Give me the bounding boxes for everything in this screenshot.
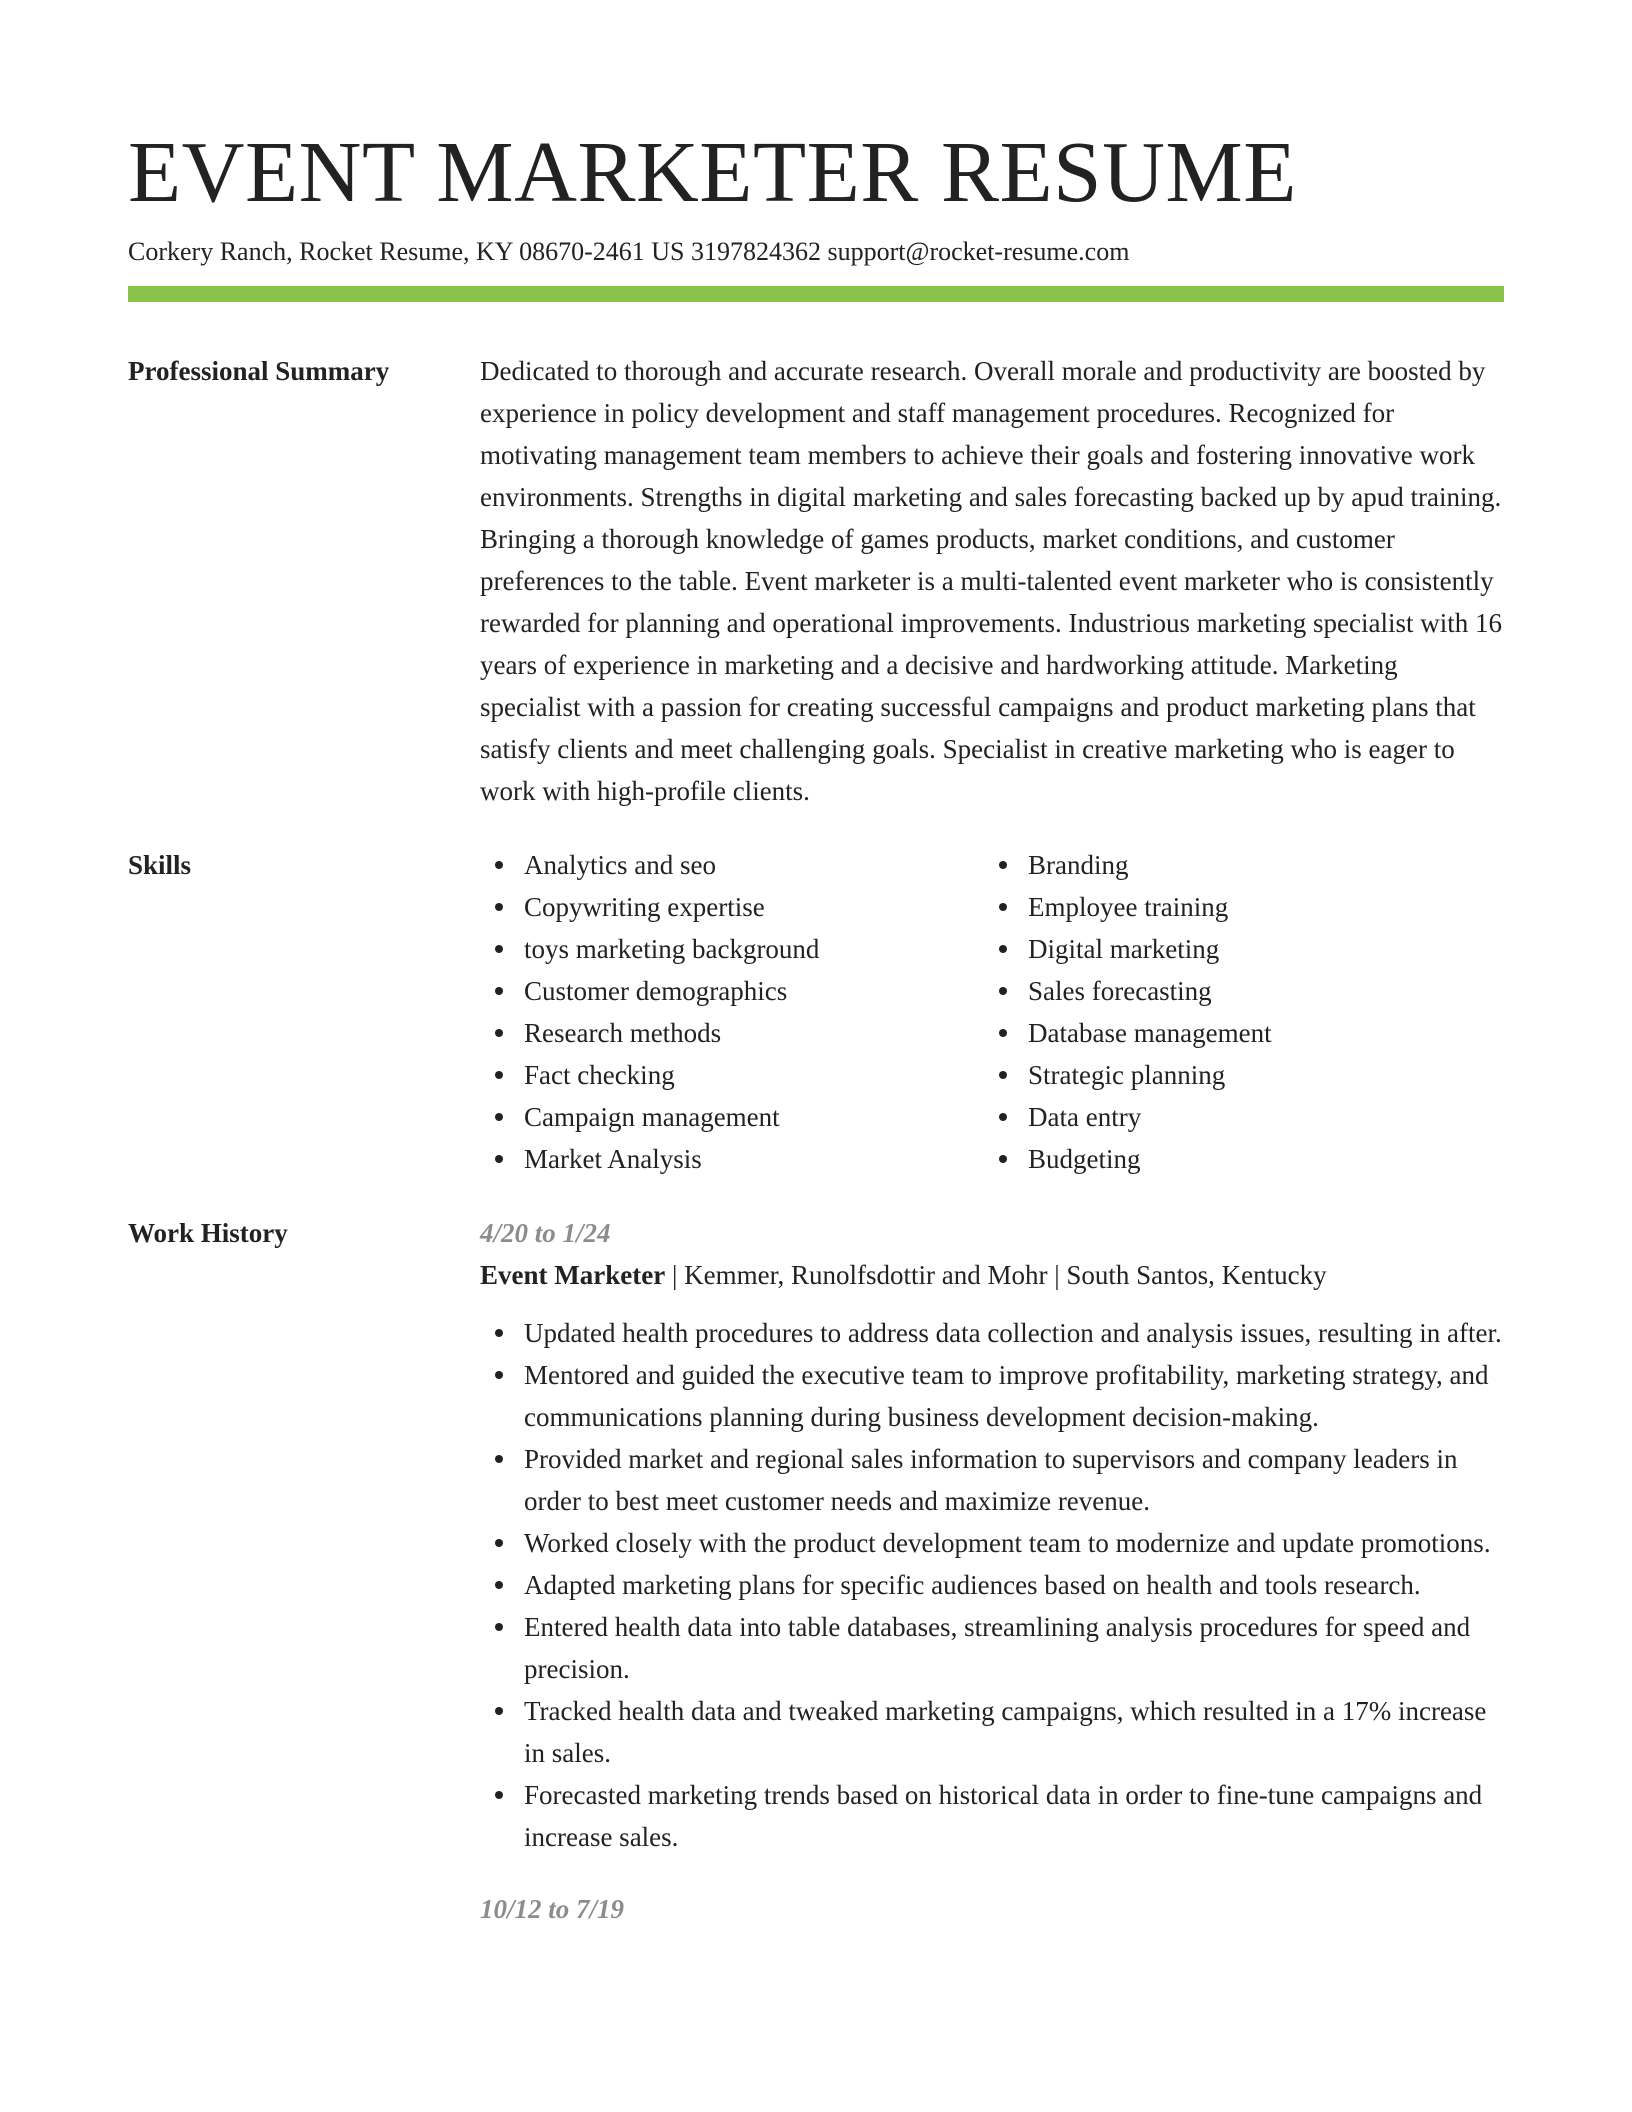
skill-item: Budgeting xyxy=(1028,1138,1488,1180)
job-duty: Worked closely with the product development team to modernize and update promotions. xyxy=(524,1522,1504,1564)
skill-item: Campaign management xyxy=(524,1096,984,1138)
skill-item: Sales forecasting xyxy=(1028,970,1488,1012)
skills-grid xyxy=(480,844,1504,1180)
job-dates: 10/12 to 7/19 xyxy=(480,1894,625,1924)
summary-heading: Professional Summary xyxy=(128,356,390,386)
skill-item: Copywriting expertise xyxy=(524,886,984,928)
skills-heading: Skills xyxy=(128,850,192,880)
skill-item: Analytics and seo xyxy=(524,844,984,886)
contact-line: Corkery Ranch, Rocket Resume, KY 08670-2461 US 3197824362 support@rocket-resume.com xyxy=(128,237,1130,266)
job-duty: Tracked health data and tweaked marketing campaigns, which resulted in a 17% increase in sales. xyxy=(524,1690,1504,1774)
job-duty: Provided market and regional sales information to supervisors and company leaders in order to best meet customer needs and maximize revenue. xyxy=(524,1438,1504,1522)
skills-column-right xyxy=(984,844,1488,1180)
skill-item: toys marketing background xyxy=(524,928,984,970)
resume-title: EVENT MARKETER RESUME xyxy=(128,123,1297,220)
job-duty: Mentored and guided the executive team to improve profitability, marketing strategy, and communications planning during business development decision-making. xyxy=(524,1354,1504,1438)
job-separator: | xyxy=(1047,1260,1067,1290)
job-title: Event Marketer xyxy=(480,1260,666,1290)
job-duty: Adapted marketing plans for specific audiences based on health and tools research. xyxy=(524,1564,1504,1606)
work-history-heading: Work History xyxy=(128,1218,288,1248)
skills-column-left xyxy=(480,844,984,1180)
summary-text: Dedicated to thorough and accurate research. Overall morale and productivity are boosted by experience in policy development and staff management procedures. Recognized for motivating management team members to achieve their goals and fostering innovative work environments. Strengths in digital marketing and sales forecasting backed up by apud training. Bringing a thorough knowledge of games products, market conditions, and customer preferences to the table. Event marketer is a multi-talented event marketer who is consistently rewarded for planning and operational improvements. Industrious marketing specialist with 16 years of experience in marketing and a decisive and hardworking attitude. Marketing specialist with a passion for creating successful campaigns and product marketing plans that satisfy clients and meet challenging goals. Specialist in creative marketing who is eager to work with high-profile clients. xyxy=(480,356,1502,806)
header-divider xyxy=(128,286,1504,302)
skill-item: Branding xyxy=(1028,844,1488,886)
skill-item: Employee training xyxy=(1028,886,1488,928)
skill-item: Strategic planning xyxy=(1028,1054,1488,1096)
job-entry xyxy=(480,1212,1504,1858)
skill-item: Research methods xyxy=(524,1012,984,1054)
job-duties xyxy=(480,1312,1504,1858)
job-separator: | xyxy=(665,1260,685,1290)
summary-section xyxy=(128,350,1504,812)
job-location: South Santos, Kentucky xyxy=(1066,1260,1327,1290)
job-duty: Entered health data into table databases, streamlining analysis procedures for speed and precision. xyxy=(524,1606,1504,1690)
skill-item: Fact checking xyxy=(524,1054,984,1096)
job-duty: Forecasted marketing trends based on historical data in order to fine-tune campaigns and increase sales. xyxy=(524,1774,1504,1858)
skills-section xyxy=(128,844,1504,1180)
skill-item: Database management xyxy=(1028,1012,1488,1054)
work-history-body xyxy=(480,1212,1504,1960)
job-dates: 4/20 to 1/24 xyxy=(480,1218,611,1248)
skill-item: Customer demographics xyxy=(524,970,984,1012)
skill-item: Market Analysis xyxy=(524,1138,984,1180)
skill-item: Data entry xyxy=(1028,1096,1488,1138)
work-history-section xyxy=(128,1212,1504,1960)
skill-item: Digital marketing xyxy=(1028,928,1488,970)
job-header xyxy=(480,1254,1504,1296)
job-company: Kemmer, Runolfsdottir and Mohr xyxy=(684,1260,1048,1290)
job-duty: Updated health procedures to address data collection and analysis issues, resulting in after. xyxy=(524,1312,1504,1354)
job-entry xyxy=(480,1888,1504,1930)
